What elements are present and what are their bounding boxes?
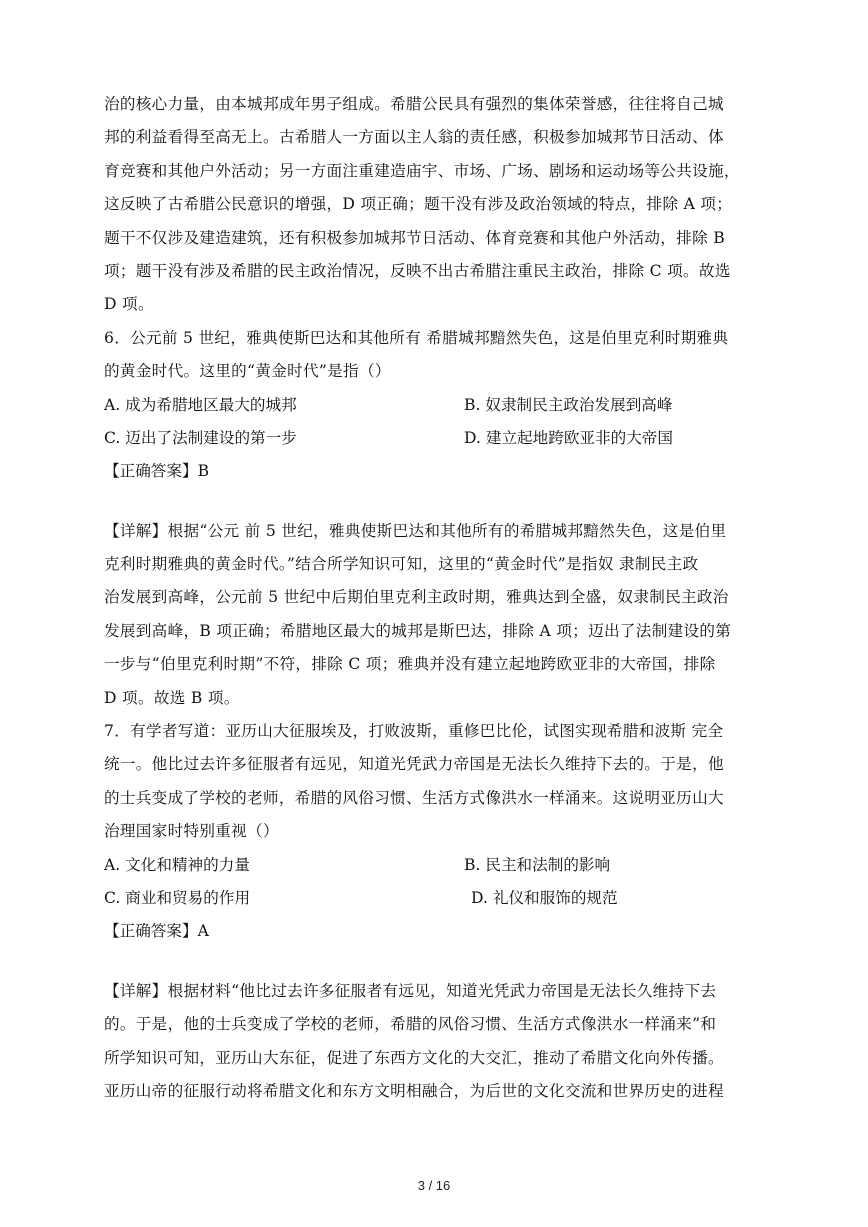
explanation-line: D 项。故选 B 项。 [104,688,240,707]
text-line: 题干不仅涉及建造建筑，还有积极参加城邦节日活动、体育竞赛和其他户外活动，排除 B [104,228,725,247]
option-d: D. 礼仪和服饰的规范 [471,888,618,907]
text-line: 邦的利益看得至高无上。古希腊人一方面以主人翁的责任感，积极参加城邦节日活动、体 [104,128,724,147]
question-stem-line: 治理国家时特别重视（） [104,822,279,841]
explanation-line: 【详解】根据“公元 前 5 世纪，雅典使斯巴达和其他所有的希腊城邦黯然失色，这是伯里 [104,521,727,540]
explanation-line: 克利时期雅典的黄金时代。”结合所学知识可知，这里的“黄金时代”是指奴 隶制民主政 [104,555,699,574]
option-a: A. 成为希腊地区最大的城邦 [104,395,297,414]
option-b: B. 奴隶制民主政治发展到高峰 [464,395,673,414]
text-line: D 项。 [104,295,154,314]
explanation-line: 的。于是，他的士兵变成了学校的老师，希腊的风俗习惯、生活方式像洪水一样涌来”和 [104,1015,717,1034]
option-c: C. 商业和贸易的作用 [104,888,251,907]
document-page [104,88,764,1108]
options-row [104,882,764,915]
text-line: 这反映了古希腊公民意识的增强，D 项正确；题干没有涉及政治领域的特点，排除 A 项； [104,195,733,214]
option-c: C. 迈出了法制建设的第一步 [104,428,297,447]
options-row [104,849,764,882]
question-stem-line: 统一。他比过去许多征服者有远见，知道光凭武力帝国是无法长久维持下去的。于是，他 [104,755,724,774]
explanation-line: 一步与“伯里克利时期”不符，排除 C 项；雅典并没有建立起地跨欧亚非的大帝国，排除 [104,655,716,674]
intro-paragraph [104,88,764,322]
explanation-line: 所学知识可知，亚历山大东征，促进了东西方文化的大交汇，推动了希腊文化向外传播。 [104,1048,724,1067]
correct-answer: 【正确答案】B [104,462,210,481]
correct-answer: 【正确答案】A [104,922,209,941]
text-line: 治的核心力量，由本城邦成年男子组成。希腊公民具有强烈的集体荣誉感，往往将自己城 [104,95,724,113]
explanation-line: 治发展到高峰，公元前 5 世纪中后期伯里克利主政时期，雅典达到全盛，奴隶制民主政治 [104,588,729,607]
explanation-line: 亚历山帝的征服行动将希腊文化和东方文明相融合，为后世的文化交流和世界历史的进程 [104,1081,724,1100]
options-row [104,389,764,422]
text-line: 项；题干没有涉及希腊的民主政治情况，反映不出古希腊注重民主政治，排除 C 项。故选 [104,261,731,280]
question-stem-line: 7．有学者写道：亚历山大征服埃及，打败波斯，重修巴比伦，试图实现希腊和波斯 完全 [104,722,724,741]
page-number: 3 / 16 [417,1178,451,1193]
explanation-line: 发展到高峰，B 项正确；希腊地区最大的城邦是斯巴达，排除 A 项；迈出了法制建设的第 [104,621,732,640]
options-row [104,422,764,455]
option-d: D. 建立起地跨欧亚非的大帝国 [464,428,673,447]
question-stem-line: 的黄金时代。这里的“黄金时代”是指（） [104,362,391,381]
question-7 [104,715,764,1108]
question-stem-line: 的士兵变成了学校的老师，希腊的风俗习惯、生活方式像洪水一样涌来。这说明亚历山大 [104,788,724,807]
text-line: 育竞赛和其他户外活动；另一方面注重建造庙宇、市场、广场、剧场和运动场等公共设施， [104,161,740,180]
option-a: A. 文化和精神的力量 [104,855,250,874]
question-stem-line: 6．公元前 5 世纪，雅典使斯巴达和其他所有 希腊城邦黯然失色，这是伯里克利时期雅典 [104,328,729,347]
option-b: B. 民主和法制的影响 [464,855,611,874]
question-6 [104,322,764,715]
explanation-line: 【详解】根据材料“他比过去许多征服者有远见，知道光凭武力帝国是无法长久维持下去 [104,981,717,1000]
